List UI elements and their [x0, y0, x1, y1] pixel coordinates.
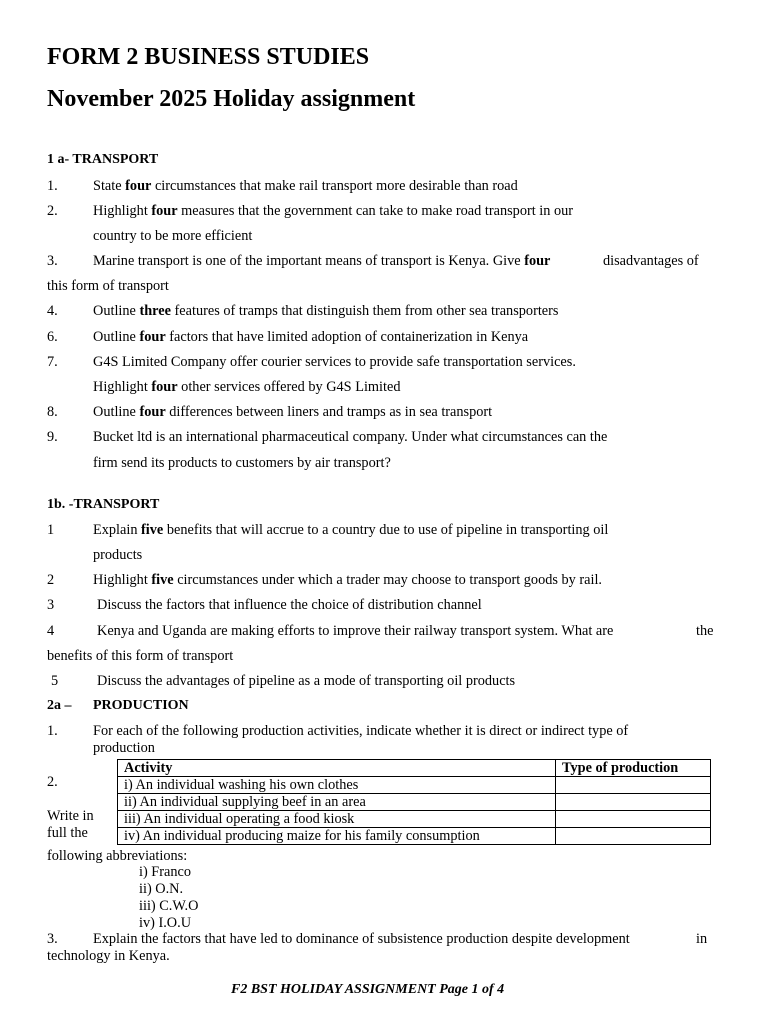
question-number: 2.: [47, 774, 58, 790]
abbreviation-item: i) Franco: [139, 864, 192, 880]
table-row: [118, 777, 711, 794]
section-heading-2a: PRODUCTION: [93, 698, 189, 713]
table-cell-type: [556, 777, 711, 794]
question-text: Explain the factors that have led to dominance of subsistence production despite development: [93, 931, 630, 947]
question-text-wrap: this form of transport: [47, 278, 169, 294]
question-text: full the: [47, 825, 88, 841]
table-cell-type: [556, 794, 711, 811]
question-number: 1.: [47, 723, 58, 739]
question-text-continuation: Highlight four other services offered by G4S Limited: [93, 379, 401, 395]
table-row: [118, 811, 711, 828]
question-text: Discuss the factors that influence the choice of distribution channel: [97, 597, 482, 613]
question-text: Highlight five circumstances under which a trader may choose to transport goods by rail.: [93, 572, 603, 588]
table-header-type: Type of production: [556, 760, 711, 777]
table-header-activity: Activity: [118, 760, 556, 777]
question-text-wrap: benefits of this form of transport: [47, 648, 234, 664]
abbreviation-item: iv) I.O.U: [139, 915, 192, 931]
question-number: 8.: [47, 404, 58, 420]
table-cell-activity: ii) An individual supplying beef in an area: [118, 794, 556, 811]
question-number: 9.: [47, 429, 58, 445]
question-text-continuation: country to be more efficient: [93, 228, 253, 244]
production-table: [117, 759, 711, 845]
question-text: Kenya and Uganda are making efforts to improve their railway transport system. What are: [97, 623, 614, 639]
table-cell-type: [556, 828, 711, 845]
table-row: [118, 794, 711, 811]
table-cell-type: [556, 811, 711, 828]
question-text: Bucket ltd is an international pharmaceutical company. Under what circumstances can the: [93, 429, 608, 445]
question-number: 4: [47, 623, 55, 639]
question-text-tail: in: [696, 931, 708, 947]
question-text: Outline three features of tramps that distinguish them from other sea transporters: [93, 303, 559, 319]
question-text: G4S Limited Company offer courier services to provide safe transportation services.: [93, 354, 576, 370]
question-text: Outline four factors that have limited adoption of containerization in Kenya: [93, 329, 529, 345]
abbreviation-item: iii) C.W.O: [139, 898, 199, 914]
abbreviation-item: ii) O.N.: [139, 881, 184, 897]
question-number: 2: [47, 572, 55, 588]
table-cell-activity: i) An individual washing his own clothes: [118, 777, 556, 794]
question-number: 5: [51, 673, 59, 689]
question-text: Explain five benefits that will accrue to a country due to use of pipeline in transporting oil: [93, 522, 609, 538]
table-cell-activity: iii) An individual operating a food kiosk: [118, 811, 556, 828]
question-number: 4.: [47, 303, 58, 319]
question-text: State four circumstances that make rail transport more desirable than road: [93, 178, 518, 194]
question-text: Marine transport is one of the important means of transport is Kenya. Give four: [93, 253, 551, 269]
question-number: 3: [47, 597, 55, 613]
question-number: 7.: [47, 354, 58, 370]
page-title: FORM 2 BUSINESS STUDIES: [47, 44, 370, 70]
section-heading-1a: 1 a- TRANSPORT: [47, 152, 159, 167]
question-text: following abbreviations:: [47, 848, 188, 864]
question-number: 3.: [47, 931, 58, 947]
table-cell-activity: iv) An individual producing maize for his family consumption: [118, 828, 556, 845]
question-text-continuation: products: [93, 547, 143, 563]
question-number: 2.: [47, 203, 58, 219]
question-text-wrap: technology in Kenya.: [47, 948, 170, 964]
question-text: Highlight four measures that the government can take to make road transport in our: [93, 203, 574, 219]
question-text-continuation: firm send its products to customers by air transport?: [93, 455, 391, 471]
question-text-continuation: production: [93, 740, 155, 756]
question-text-tail: disadvantages of: [603, 253, 699, 269]
table-header-row: [118, 760, 711, 777]
question-number: 1: [47, 522, 55, 538]
table-row: [118, 828, 711, 845]
question-number: 3.: [47, 253, 58, 269]
question-text: For each of the following production activities, indicate whether it is direct or indirect type of: [93, 723, 629, 739]
page-subtitle: November 2025 Holiday assignment: [47, 86, 416, 112]
question-text: Outline four differences between liners and tramps as in sea transport: [93, 404, 493, 420]
question-number: 6.: [47, 329, 58, 345]
question-number: 1.: [47, 178, 58, 194]
section-heading-1b: 1b. -TRANSPORT: [47, 497, 160, 512]
section-number-2a: 2a –: [47, 698, 72, 713]
question-text: Write in: [47, 808, 94, 824]
page-footer: F2 BST HOLIDAY ASSIGNMENT Page 1 of 4: [231, 982, 505, 997]
question-text-tail: the: [696, 623, 714, 639]
question-text: Discuss the advantages of pipeline as a mode of transporting oil products: [97, 673, 516, 689]
